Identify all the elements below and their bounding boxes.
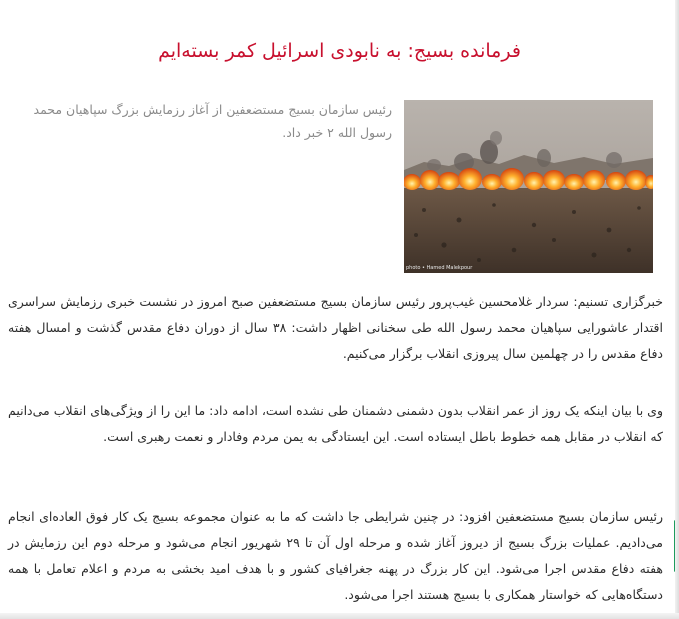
window-edge-bottom [0, 613, 679, 619]
article-paragraph: رئیس سازمان بسیج مستضعفین افزود: در چنین شرایطی جا داشت که ما به عنوان مجموعه بسیج یک کار فوق العاده‌ای انجام می‌دادیم. عملیات بزرگ بسیج از دیروز آغاز شده و مرحله اول آن تا ۲۹ شهریور انجام می‌شود و مرحله دوم این رزمایش در هفته دفاع مقدس اجرا می‌شود. این کار بزرگ در پهنه جغرافیای کشور و با هدف امید بخشی به مردم و اعلام تعامل با همه دستگاه‌هایی که خواستار همکاری با بسیج هستند اجرا می‌شود. [8, 509, 663, 602]
article-photo [404, 100, 653, 273]
photo-credit: photo • Hamed Malekpour [406, 265, 473, 271]
photo-explosion-landscape [404, 100, 653, 273]
article-title: فرمانده بسیج: به نابودی اسرائیل کمر بسته‌ایم [158, 40, 521, 62]
article-lead: رئیس سازمان بسیج مستضعفین از آغاز رزمایش بزرگ سپاهیان محمد رسول الله ۲ خبر داد. [33, 102, 392, 140]
window-edge-right [675, 0, 679, 619]
article-paragraph: خبرگزاری تسنیم: سردار غلامحسین غیب‌پرور رئیس سازمان بسیج مستضعفین صبح امروز در نشست خبری رزمایش سراسری اقتدار عاشورایی سپاهیان محمد رسول الله طی سخنانی اظهار داشت: ۳۸ سال از دوران دفاع مقدس گذشت و امسال هفته دفاع مقدس را در چهلمین سال پیروزی انقلاب برگزار می‌کنیم. [8, 294, 663, 361]
article-paragraph: وی با بیان اینکه یک روز از عمر انقلاب بدون دشمنی دشمنان طی نشده است، ادامه داد: ما این را از ویژگی‌های انقلاب می‌دانیم که انقلاب در مقابل همه خطوط باطل ایستاده است. این ایستادگی به یمن مردم وفادار و نعمت رهبری است. [8, 403, 663, 444]
